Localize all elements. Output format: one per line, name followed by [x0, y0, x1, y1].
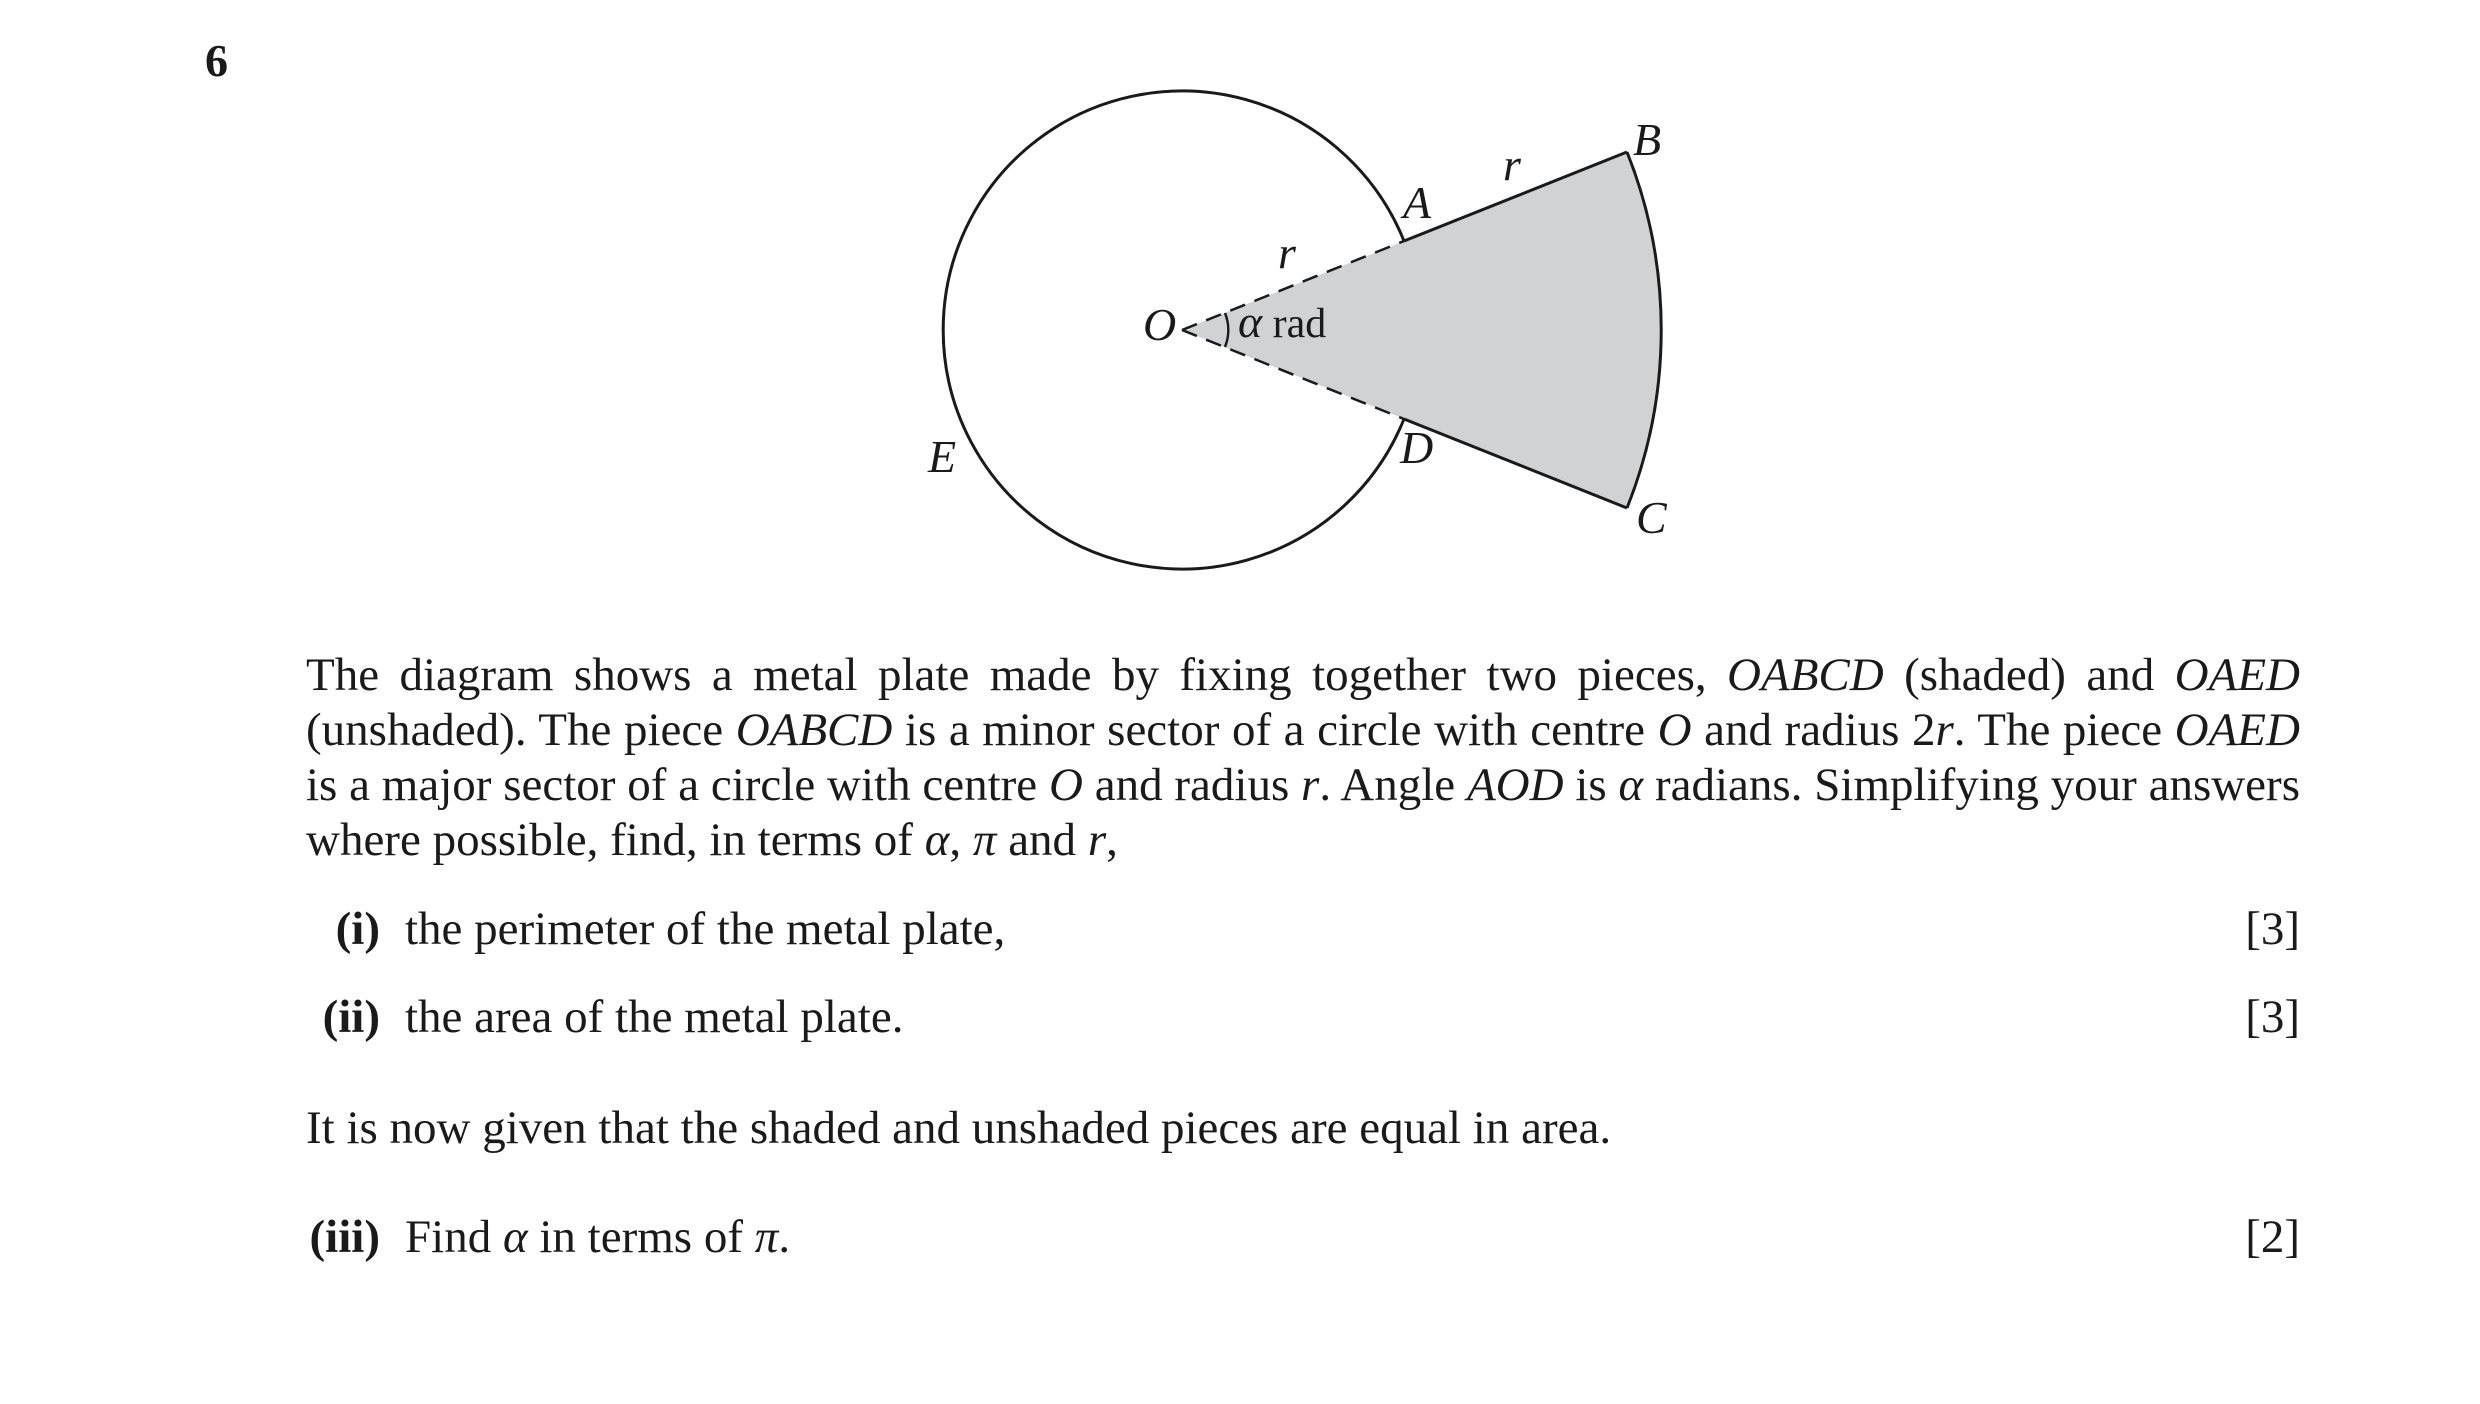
part-iii-marks: [2]	[2245, 1211, 2300, 1263]
part-iii-text: Find α in terms of π.	[405, 1211, 791, 1263]
question-number: 6	[205, 35, 228, 86]
label-angle	[1238, 296, 1326, 347]
sector-diagram	[0, 0, 2480, 620]
part-i-label: (i)	[335, 903, 380, 955]
part-i-text: the perimeter of the metal plate,	[405, 903, 1006, 955]
label-o: O	[1143, 299, 1177, 350]
part-iii	[250, 1210, 2300, 1265]
angle-symbol: α	[1238, 296, 1263, 347]
part-ii-marks: [3]	[2245, 991, 2300, 1043]
label-b: B	[1633, 114, 1662, 165]
angle-unit-space	[1262, 301, 1273, 347]
part-ii	[250, 990, 2300, 1045]
part-ii-label: (ii)	[322, 991, 380, 1043]
part-i-marks: [3]	[2245, 903, 2300, 955]
label-e: E	[928, 431, 957, 482]
label-a: A	[1403, 177, 1432, 228]
angle-unit: rad	[1272, 301, 1327, 347]
part-i	[250, 902, 2300, 957]
label-r-inner: r	[1278, 227, 1296, 278]
label-r-outer: r	[1503, 139, 1521, 190]
label-d: D	[1400, 422, 1434, 473]
part-iii-label: (iii)	[309, 1211, 380, 1263]
question-intro: The diagram shows a metal plate made by fixing together two pieces, OABCD (shaded) and OAED (unshaded). The piece OABCD is a minor sector of a circle with centre O and radius 2r. The piece OAED is a major sector of a circle with centre O and radius r. Angle AOD is α radians. Simplifying your answers where possible, find, in terms of α, π and r,	[306, 649, 2300, 866]
label-c: C	[1636, 492, 1667, 543]
part-ii-text: the area of the metal plate.	[405, 991, 904, 1043]
given-statement: It is now given that the shaded and unshaded pieces are equal in area.	[306, 1102, 1612, 1154]
